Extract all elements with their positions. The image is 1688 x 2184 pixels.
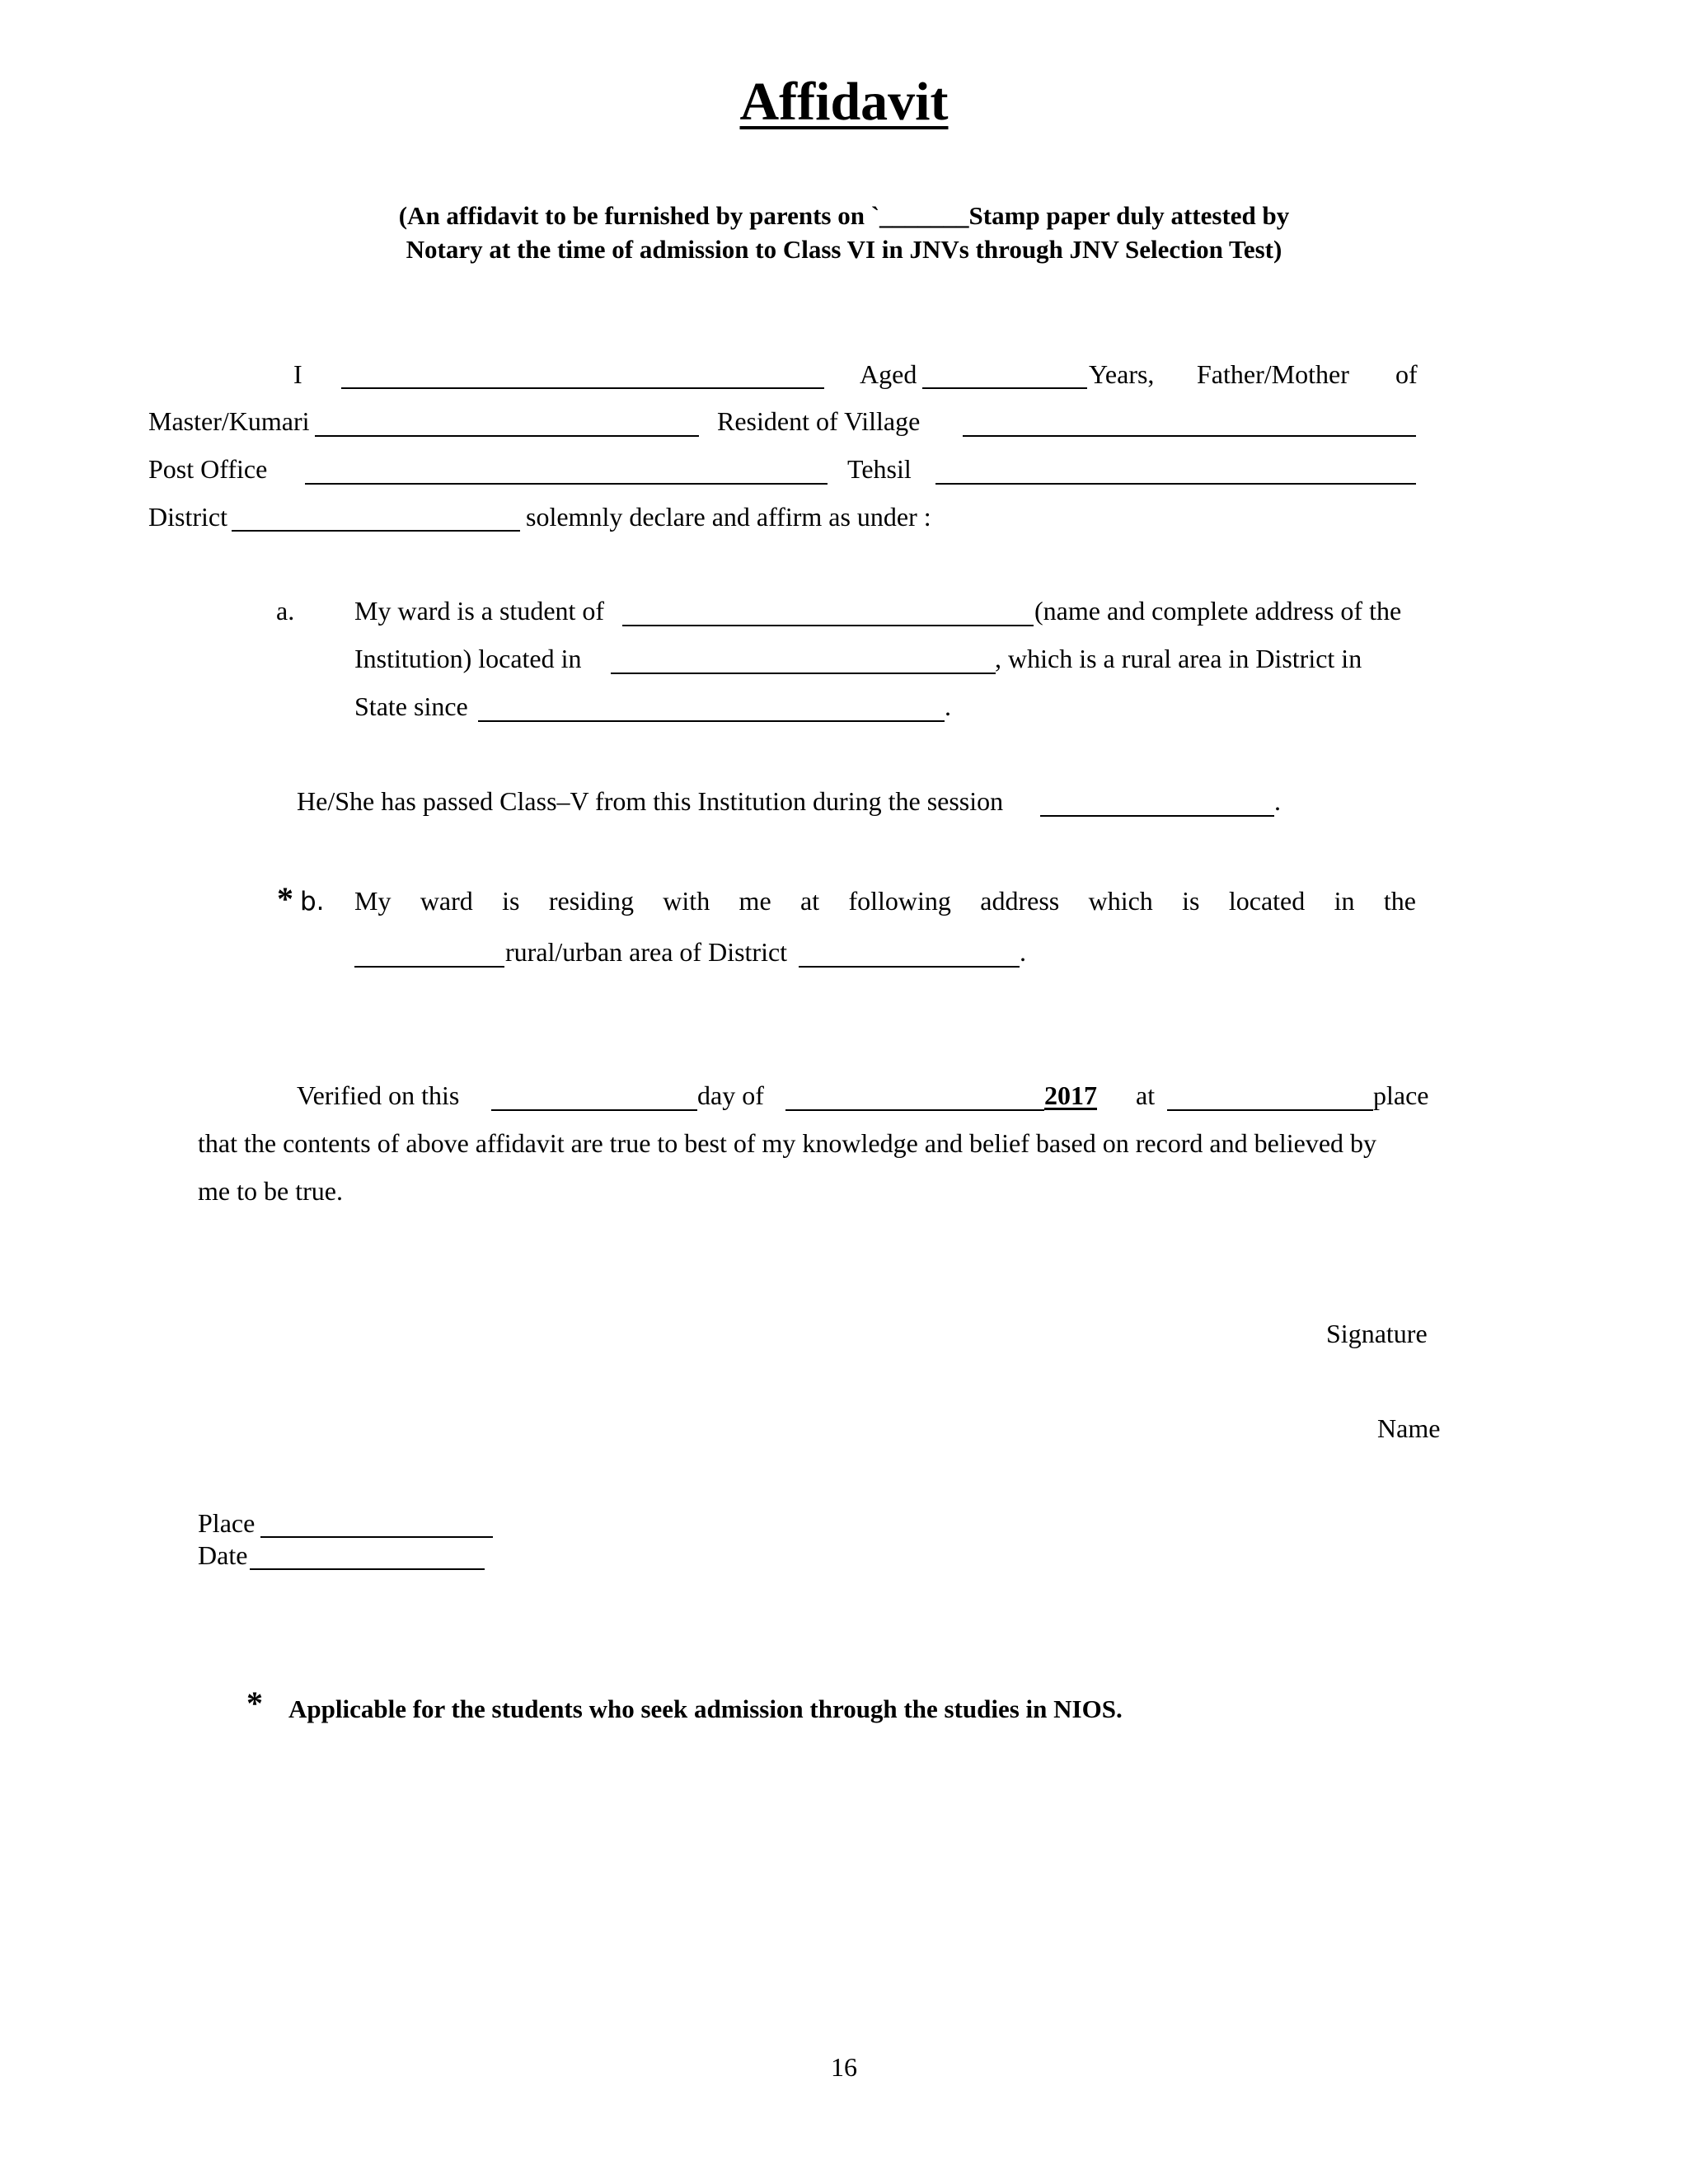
tehsil-blank[interactable]	[935, 483, 1416, 485]
verified-day-blank[interactable]	[491, 1109, 697, 1111]
verification-line-3: me to be true.	[198, 1176, 343, 1206]
residence-district-blank[interactable]	[799, 966, 1020, 968]
at-label: at	[1136, 1080, 1156, 1110]
place-blank[interactable]	[260, 1536, 493, 1538]
name-label: Name	[1377, 1413, 1441, 1443]
date-blank[interactable]	[250, 1568, 485, 1570]
age-blank[interactable]	[922, 387, 1087, 389]
item-b-word: address	[980, 886, 1060, 916]
tehsil-label: Tehsil	[847, 454, 912, 484]
item-b-word: which	[1088, 886, 1153, 916]
subtitle-line-1: (An affidavit to be furnished by parents on `_______Stamp paper duly attested by	[398, 201, 1290, 230]
item-b-word: me	[738, 886, 771, 916]
item-b-word: at	[800, 886, 820, 916]
village-blank[interactable]	[963, 435, 1416, 437]
page-number: 16	[831, 2052, 857, 2082]
declaration-i: I	[293, 359, 302, 389]
parent-name-blank[interactable]	[341, 387, 824, 389]
item-b-word: the	[1383, 886, 1416, 916]
signature-label: Signature	[1326, 1319, 1428, 1348]
item-a-name-address: (name and complete address of the	[1034, 596, 1402, 626]
verified-on-this-label: Verified on this	[297, 1080, 460, 1110]
item-a-marker: a.	[276, 596, 295, 626]
area-type-blank[interactable]	[354, 966, 504, 968]
item-b-word: ward	[420, 886, 473, 916]
item-b-star: *	[277, 880, 293, 917]
district-blank[interactable]	[232, 530, 520, 532]
resident-village-label: Resident of Village	[717, 406, 921, 436]
master-kumari-label: Master/Kumari	[148, 406, 310, 436]
verification-line-2: that the contents of above affidavit are true to best of my knowledge and belief based on record and believed by	[198, 1128, 1377, 1158]
item-b-word: following	[848, 886, 951, 916]
of-label: of	[1395, 359, 1418, 389]
institution-location-blank[interactable]	[611, 673, 996, 674]
institution-name-blank[interactable]	[622, 625, 1034, 626]
verified-year: 2017	[1044, 1080, 1097, 1110]
item-b-word: residing	[548, 886, 634, 916]
aged-label: Aged	[860, 359, 917, 389]
father-mother-label: Father/Mother	[1197, 359, 1349, 389]
ward-name-blank[interactable]	[315, 435, 699, 437]
footnote-star: *	[246, 1685, 263, 1722]
place-label: Place	[198, 1508, 256, 1538]
passed-class-text: He/She has passed Class–V from this Institution during the session	[297, 786, 1004, 816]
item-b-marker: b.	[300, 887, 325, 916]
item-a-text-1: My ward is a student of	[354, 596, 605, 626]
verified-place-blank[interactable]	[1167, 1109, 1373, 1111]
item-b-word: located	[1228, 886, 1306, 916]
item-b-word: is	[502, 886, 520, 916]
subtitle-line-2: Notary at the time of admission to Class VI in JNVs through JNV Selection Test)	[406, 235, 1282, 264]
date-label: Date	[198, 1540, 248, 1570]
state-since-blank[interactable]	[478, 720, 945, 722]
item-a-period: .	[945, 691, 951, 721]
item-b-period: .	[1020, 937, 1026, 967]
day-of-label: day of	[697, 1080, 764, 1110]
verified-month-blank[interactable]	[785, 1109, 1044, 1111]
post-office-label: Post Office	[148, 454, 268, 484]
post-office-blank[interactable]	[305, 483, 828, 485]
item-a-institution-located: Institution) located in	[354, 644, 582, 673]
item-a-rural-area: , which is a rural area in District in	[995, 644, 1362, 673]
district-label: District	[148, 502, 227, 532]
item-b-word: My	[354, 886, 392, 916]
item-a-state-since: State since	[354, 691, 468, 721]
solemnly-declare-text: solemnly declare and affirm as under :	[526, 502, 931, 532]
place-word: place	[1373, 1080, 1429, 1110]
session-blank[interactable]	[1040, 815, 1274, 817]
years-label: Years,	[1089, 359, 1155, 389]
item-b-rural-urban: rural/urban area of District	[505, 937, 788, 967]
passed-period: .	[1274, 786, 1281, 816]
item-b-word: with	[663, 886, 710, 916]
footnote-text: Applicable for the students who seek admission through the studies in NIOS.	[288, 1694, 1123, 1723]
item-b-word: in	[1334, 886, 1355, 916]
item-b-word: is	[1182, 886, 1200, 916]
page-title: Affidavit	[739, 72, 949, 132]
item-b-line-1	[354, 884, 1416, 917]
